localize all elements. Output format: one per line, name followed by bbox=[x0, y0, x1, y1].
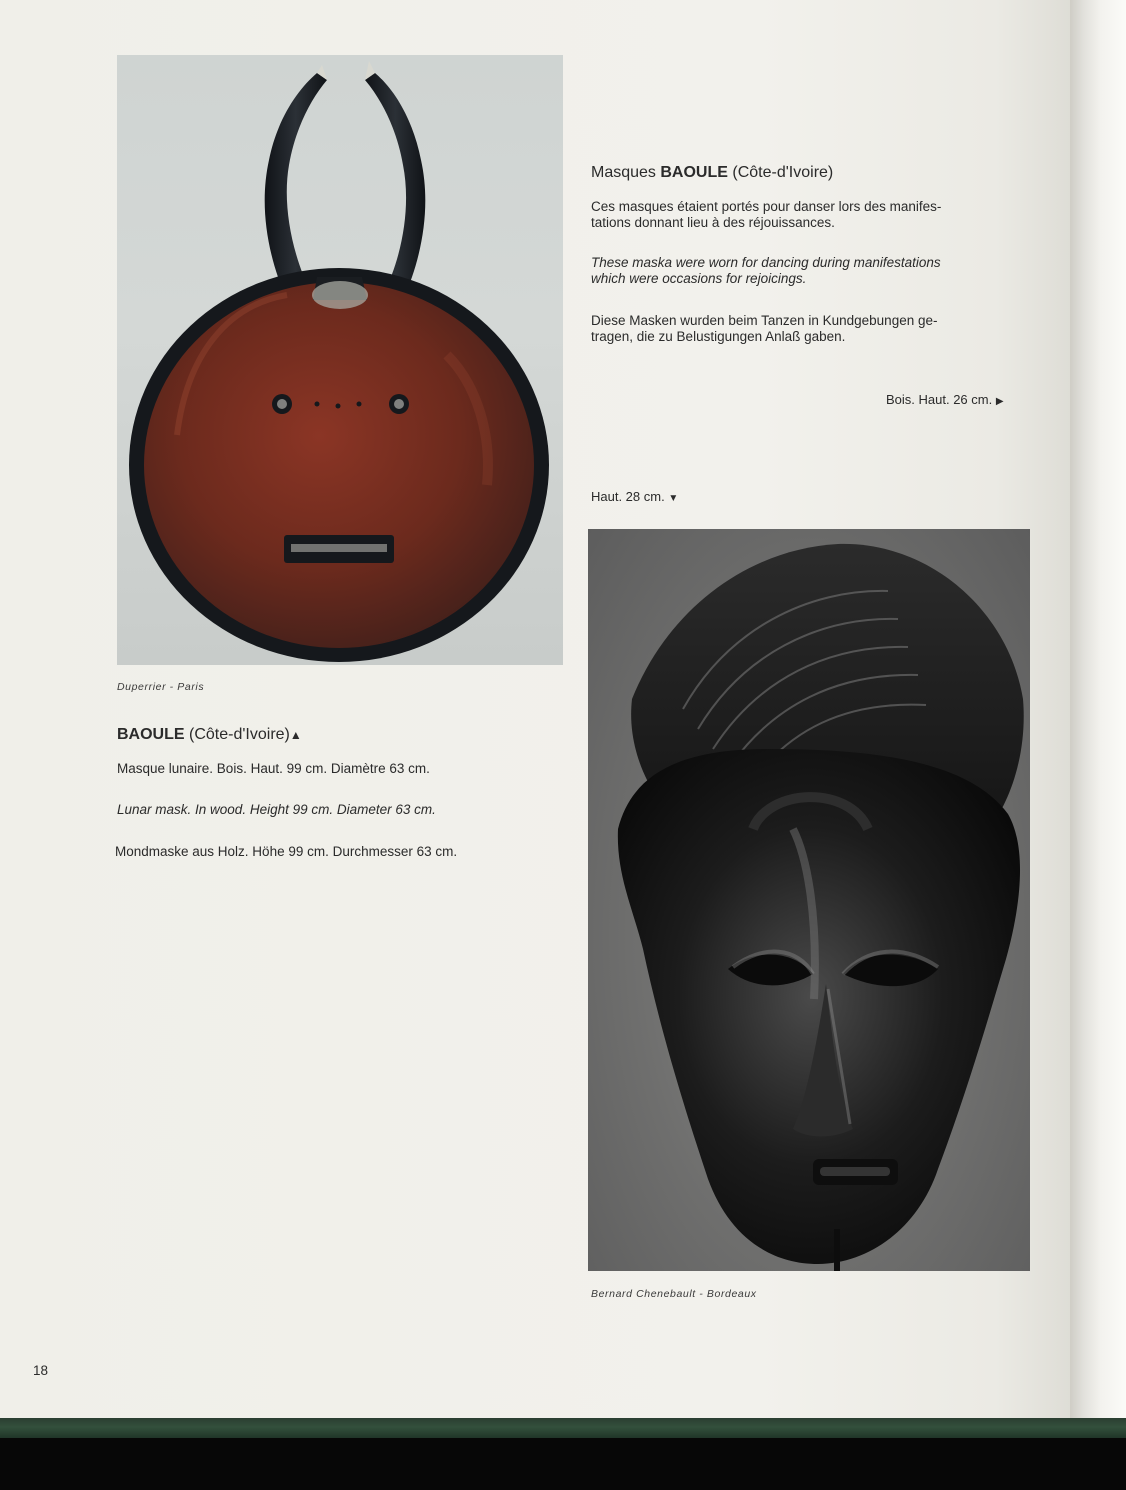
scanner-shadow bbox=[0, 1438, 1126, 1490]
up-arrow-icon: ▲ bbox=[289, 728, 302, 742]
left-heading bbox=[117, 726, 302, 744]
left-heading-suffix: (Côte-d'Ivoire) bbox=[189, 726, 290, 743]
top-heading-bold: BAOULE bbox=[660, 164, 728, 181]
lunar-mask-illustration bbox=[117, 55, 563, 665]
down-arrow-icon: ▼ bbox=[668, 493, 679, 504]
top-heading-prefix: Masques bbox=[591, 164, 656, 181]
top-heading bbox=[591, 164, 833, 182]
lunar-mask-photo bbox=[117, 55, 563, 665]
left-text-fr: Masque lunaire. Bois. Haut. 99 cm. Diamètre 63 cm. bbox=[117, 761, 430, 776]
left-text-en: Lunar mask. In wood. Height 99 cm. Diameter 63 cm. bbox=[117, 802, 436, 817]
right-arrow-icon: ▶ bbox=[995, 396, 1004, 407]
left-heading-bold: BAOULE bbox=[117, 726, 185, 743]
face-mask-illustration bbox=[588, 529, 1030, 1271]
face-mask-photo bbox=[588, 529, 1030, 1271]
top-heading-suffix: (Côte-d'Ivoire) bbox=[732, 164, 834, 181]
top-text-de: Diese Masken wurden beim Tanzen in Kundgebungen ge- tragen, die zu Belustigungen Anlaß gaben. bbox=[591, 313, 938, 344]
book-cover-edge bbox=[0, 1418, 1126, 1438]
page-edge bbox=[1070, 0, 1126, 1430]
down-reference-text: Haut. 28 cm. bbox=[591, 489, 665, 504]
top-text-fr: Ces masques étaient portés pour danser lors des manifes- tations donnant lieu à des réjouissances. bbox=[591, 199, 942, 230]
right-photo-credit: Bernard Chenebault - Bordeaux bbox=[591, 1288, 757, 1300]
left-text-de: Mondmaske aus Holz. Höhe 99 cm. Durchmesser 63 cm. bbox=[115, 844, 458, 859]
right-reference-text: Bois. Haut. 26 cm. bbox=[886, 392, 993, 407]
left-photo-credit: Duperrier - Paris bbox=[117, 681, 205, 693]
right-reference bbox=[886, 392, 1004, 407]
down-reference bbox=[591, 489, 678, 504]
page-number: 18 bbox=[33, 1363, 49, 1378]
top-text-en: These maska were worn for dancing during manifestations which were occasions for rejoicings. bbox=[591, 255, 941, 286]
